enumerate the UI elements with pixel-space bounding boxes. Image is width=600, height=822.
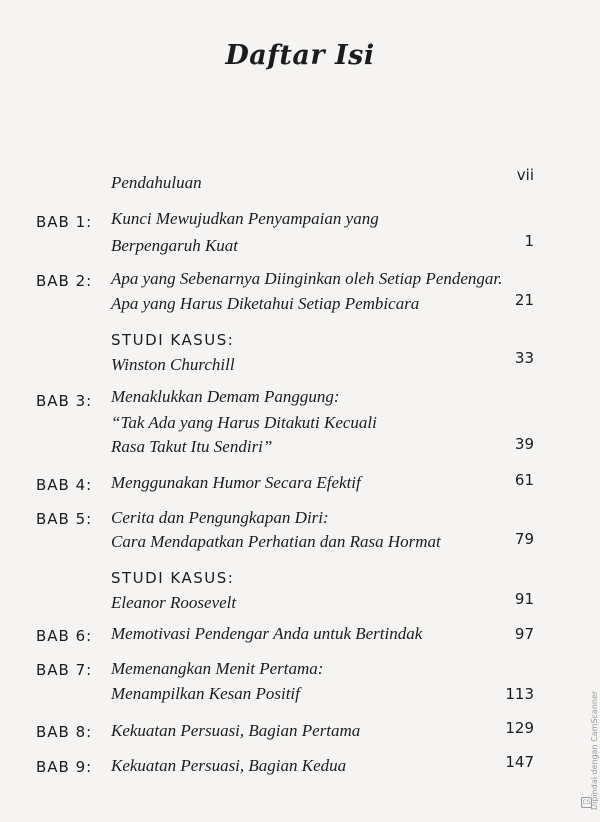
chapter-label: BAB 2: bbox=[36, 272, 93, 290]
chapter-label: BAB 5: bbox=[36, 510, 93, 528]
chapter-title-line: Menampilkan Kesan Positif bbox=[111, 684, 300, 703]
chapter-page: 1 bbox=[524, 232, 534, 250]
chapter-page: 79 bbox=[514, 530, 534, 548]
chapter-label: BAB 9: bbox=[36, 758, 93, 776]
chapter-title-line: Menaklukkan Demam Panggung: bbox=[111, 387, 340, 406]
case-study-label: STUDI KASUS: bbox=[111, 331, 235, 349]
chapter-title-line: Cara Mendapatkan Perhatian dan Rasa Hormat bbox=[111, 532, 441, 551]
page-title: Daftar Isi bbox=[225, 40, 375, 71]
chapter-page: 39 bbox=[514, 435, 534, 453]
case-study-title: Eleanor Roosevelt bbox=[111, 593, 237, 612]
camscanner-logo-icon: CS bbox=[582, 799, 591, 806]
chapter-title-line: Kekuatan Persuasi, Bagian Pertama bbox=[111, 721, 361, 740]
chapter-page: 147 bbox=[505, 753, 534, 771]
chapter-title-line: “Tak Ada yang Harus Ditakuti Kecuali bbox=[111, 413, 377, 432]
case-study-label: STUDI KASUS: bbox=[111, 569, 235, 587]
chapter-title-line: Memenangkan Menit Pertama: bbox=[111, 659, 324, 678]
chapter-page: 129 bbox=[505, 719, 534, 737]
chapter-title-line: Kunci Mewujudkan Penyampaian yang bbox=[111, 209, 379, 228]
watermark-text: Dipindai dengan CamScanner bbox=[590, 690, 599, 810]
chapter-label: BAB 1: bbox=[36, 213, 93, 231]
chapter-title-line: Cerita dan Pengungkapan Diri: bbox=[111, 508, 329, 527]
chapter-page: 61 bbox=[514, 471, 534, 489]
case-study-title: Winston Churchill bbox=[111, 355, 235, 374]
chapter-page: 21 bbox=[514, 291, 534, 309]
chapter-page: 113 bbox=[505, 685, 534, 703]
chapter-title-line: Kekuatan Persuasi, Bagian Kedua bbox=[111, 756, 347, 775]
toc-intro-page: vii bbox=[516, 166, 534, 184]
chapter-title-line: Memotivasi Pendengar Anda untuk Bertindak bbox=[111, 624, 423, 643]
chapter-label: BAB 7: bbox=[36, 661, 93, 679]
chapter-title-line: Apa yang Harus Diketahui Setiap Pembicara bbox=[111, 294, 420, 313]
toc-intro-label: Pendahuluan bbox=[111, 173, 202, 192]
chapter-title-line: Menggunakan Humor Secara Efektif bbox=[111, 473, 361, 492]
chapter-title-line: Berpengaruh Kuat bbox=[111, 236, 239, 255]
chapter-label: BAB 3: bbox=[36, 392, 93, 410]
chapter-title-line: Rasa Takut Itu Sendiri” bbox=[111, 437, 273, 456]
chapter-title-line: Apa yang Sebenarnya Diinginkan oleh Setiap Pendengar. bbox=[111, 269, 503, 288]
chapter-label: BAB 4: bbox=[36, 476, 93, 494]
case-study-page: 33 bbox=[514, 349, 534, 367]
scanner-watermark bbox=[580, 690, 599, 810]
chapter-page: 97 bbox=[514, 625, 534, 643]
chapter-label: BAB 6: bbox=[36, 627, 93, 645]
case-study-page: 91 bbox=[514, 590, 534, 608]
chapter-label: BAB 8: bbox=[36, 723, 93, 741]
